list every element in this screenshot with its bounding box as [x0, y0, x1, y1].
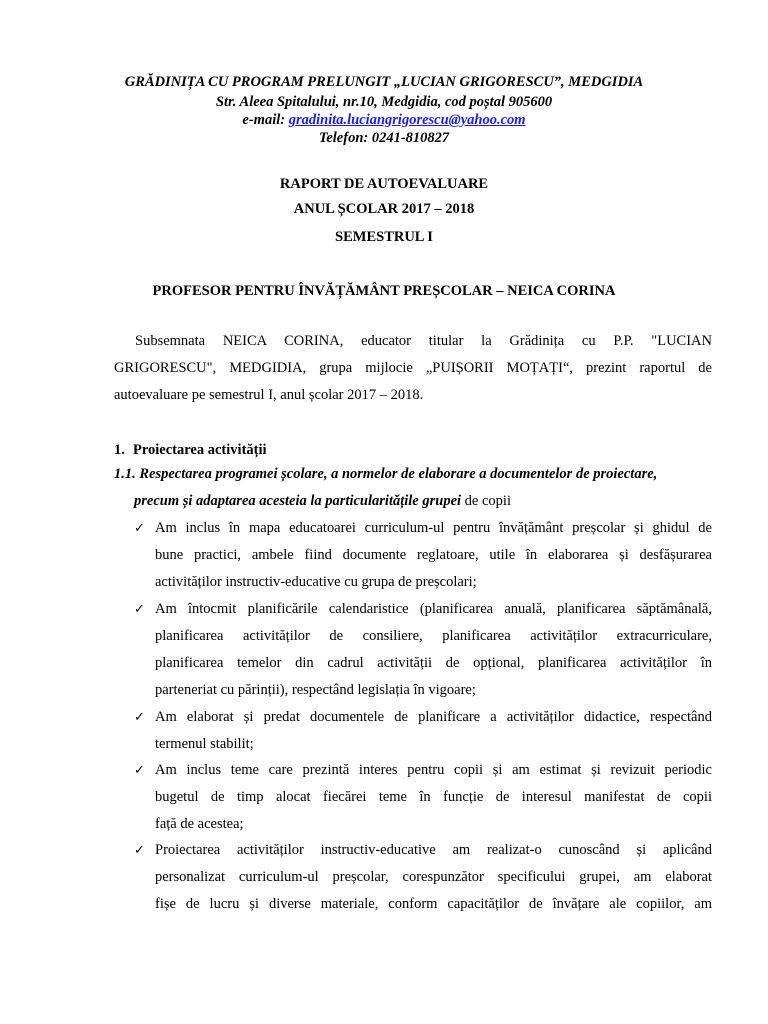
item-line: Am inclus teme care prezintă interes pentru copii și am estimat și revizuit periodic [155, 762, 712, 778]
teacher-heading: PROFESOR PENTRU ÎNVĂȚĂMÂNT PREȘCOLAR – NEICA CORINA [152, 283, 616, 299]
subsection-line-tail: de copii [464, 493, 511, 509]
semester: SEMESTRUL I [335, 229, 433, 245]
check-icon: ✓ [134, 763, 145, 778]
intro-line: Subsemnata NEICA CORINA, educator titular la Grădinița cu P.P. "LUCIAN [135, 333, 712, 349]
intro-paragraph [114, 328, 712, 409]
item-line: planificarea activităților de consiliere, planificarea activităților extracurriculare, [155, 628, 712, 644]
item-line: bugetul de timp alocat fiecărei teme în funcție de interesul manifestat de copii [155, 789, 712, 805]
school-year: ANUL ȘCOLAR 2017 – 2018 [293, 201, 475, 217]
item-line: Proiectarea activităților instructiv-educative am realizat-o cunoscând și aplicând [155, 842, 712, 858]
school-phone: Telefon: 0241-810827 [318, 130, 450, 146]
email-link[interactable]: gradinita.luciangrigorescu@yahoo.com [288, 112, 526, 128]
subsection-heading [114, 461, 712, 515]
item-line: bune practici, ambele fiind documente reglatoare, utile în elaborarea și desfășurarea [155, 547, 712, 563]
section-heading [114, 441, 267, 459]
check-icon: ✓ [134, 710, 145, 725]
item-line: activităților instructiv-educative cu grupa de preșcolari; [155, 574, 477, 590]
email-label: e-mail: [242, 112, 289, 128]
item-line: personalizat curriculum-ul preșcolar, corespunzător specificului grupei, am elaborat [155, 869, 712, 885]
section-number: 1. [114, 442, 125, 458]
subsection-line-text: precum și adaptarea acesteia la particularitățile grupei [134, 493, 465, 509]
section-title: Proiectarea activității [133, 442, 267, 458]
item-line: Am întocmit planificările calendaristice (planificarea anuală, planificarea săptămânală, [155, 601, 712, 617]
item-line: planificarea temelor din cadrul activității de opțional, planificarea activităților în [155, 655, 712, 671]
item-line: fișe de lucru și diverse materiale, conform capacităților de învățare ale copiilor, am [155, 896, 712, 912]
check-icon: ✓ [134, 521, 145, 536]
subsection-line: 1.1. Respectarea programei școlare, a normelor de elaborare a documentelor de proiectare, [114, 466, 658, 482]
check-icon: ✓ [134, 602, 145, 617]
school-email-line [0, 111, 768, 129]
school-address: Str. Aleea Spitalului, nr.10, Medgidia, cod poștal 905600 [215, 94, 553, 110]
item-line: termenul stabilit; [155, 736, 254, 752]
item-line: Am inclus în mapa educatoarei curriculum-ul pentru învățământ preșcolar și ghidul de [155, 520, 712, 536]
intro-line: autoevaluare pe semestrul I, anul școlar 2017 – 2018. [114, 387, 424, 403]
report-title: RAPORT DE AUTOEVALUARE [279, 176, 489, 192]
check-icon: ✓ [134, 843, 145, 858]
subsection-line [114, 488, 712, 515]
item-line: parteneriat cu părinții), respectând legislația în vigoare; [155, 682, 476, 698]
intro-line: GRIGORESCU", MEDGIDIA, grupa mijlocie „PUIȘORII MOȚAȚI“, prezint raportul de [114, 360, 712, 376]
item-line: Am elaborat și predat documentele de planificare a activităților didactice, respectând [155, 709, 712, 725]
item-line: față de acestea; [155, 816, 244, 832]
school-name: GRĂDINIȚA CU PROGRAM PRELUNGIT „LUCIAN GRIGORESCU”, MEDGIDIA [124, 74, 644, 90]
